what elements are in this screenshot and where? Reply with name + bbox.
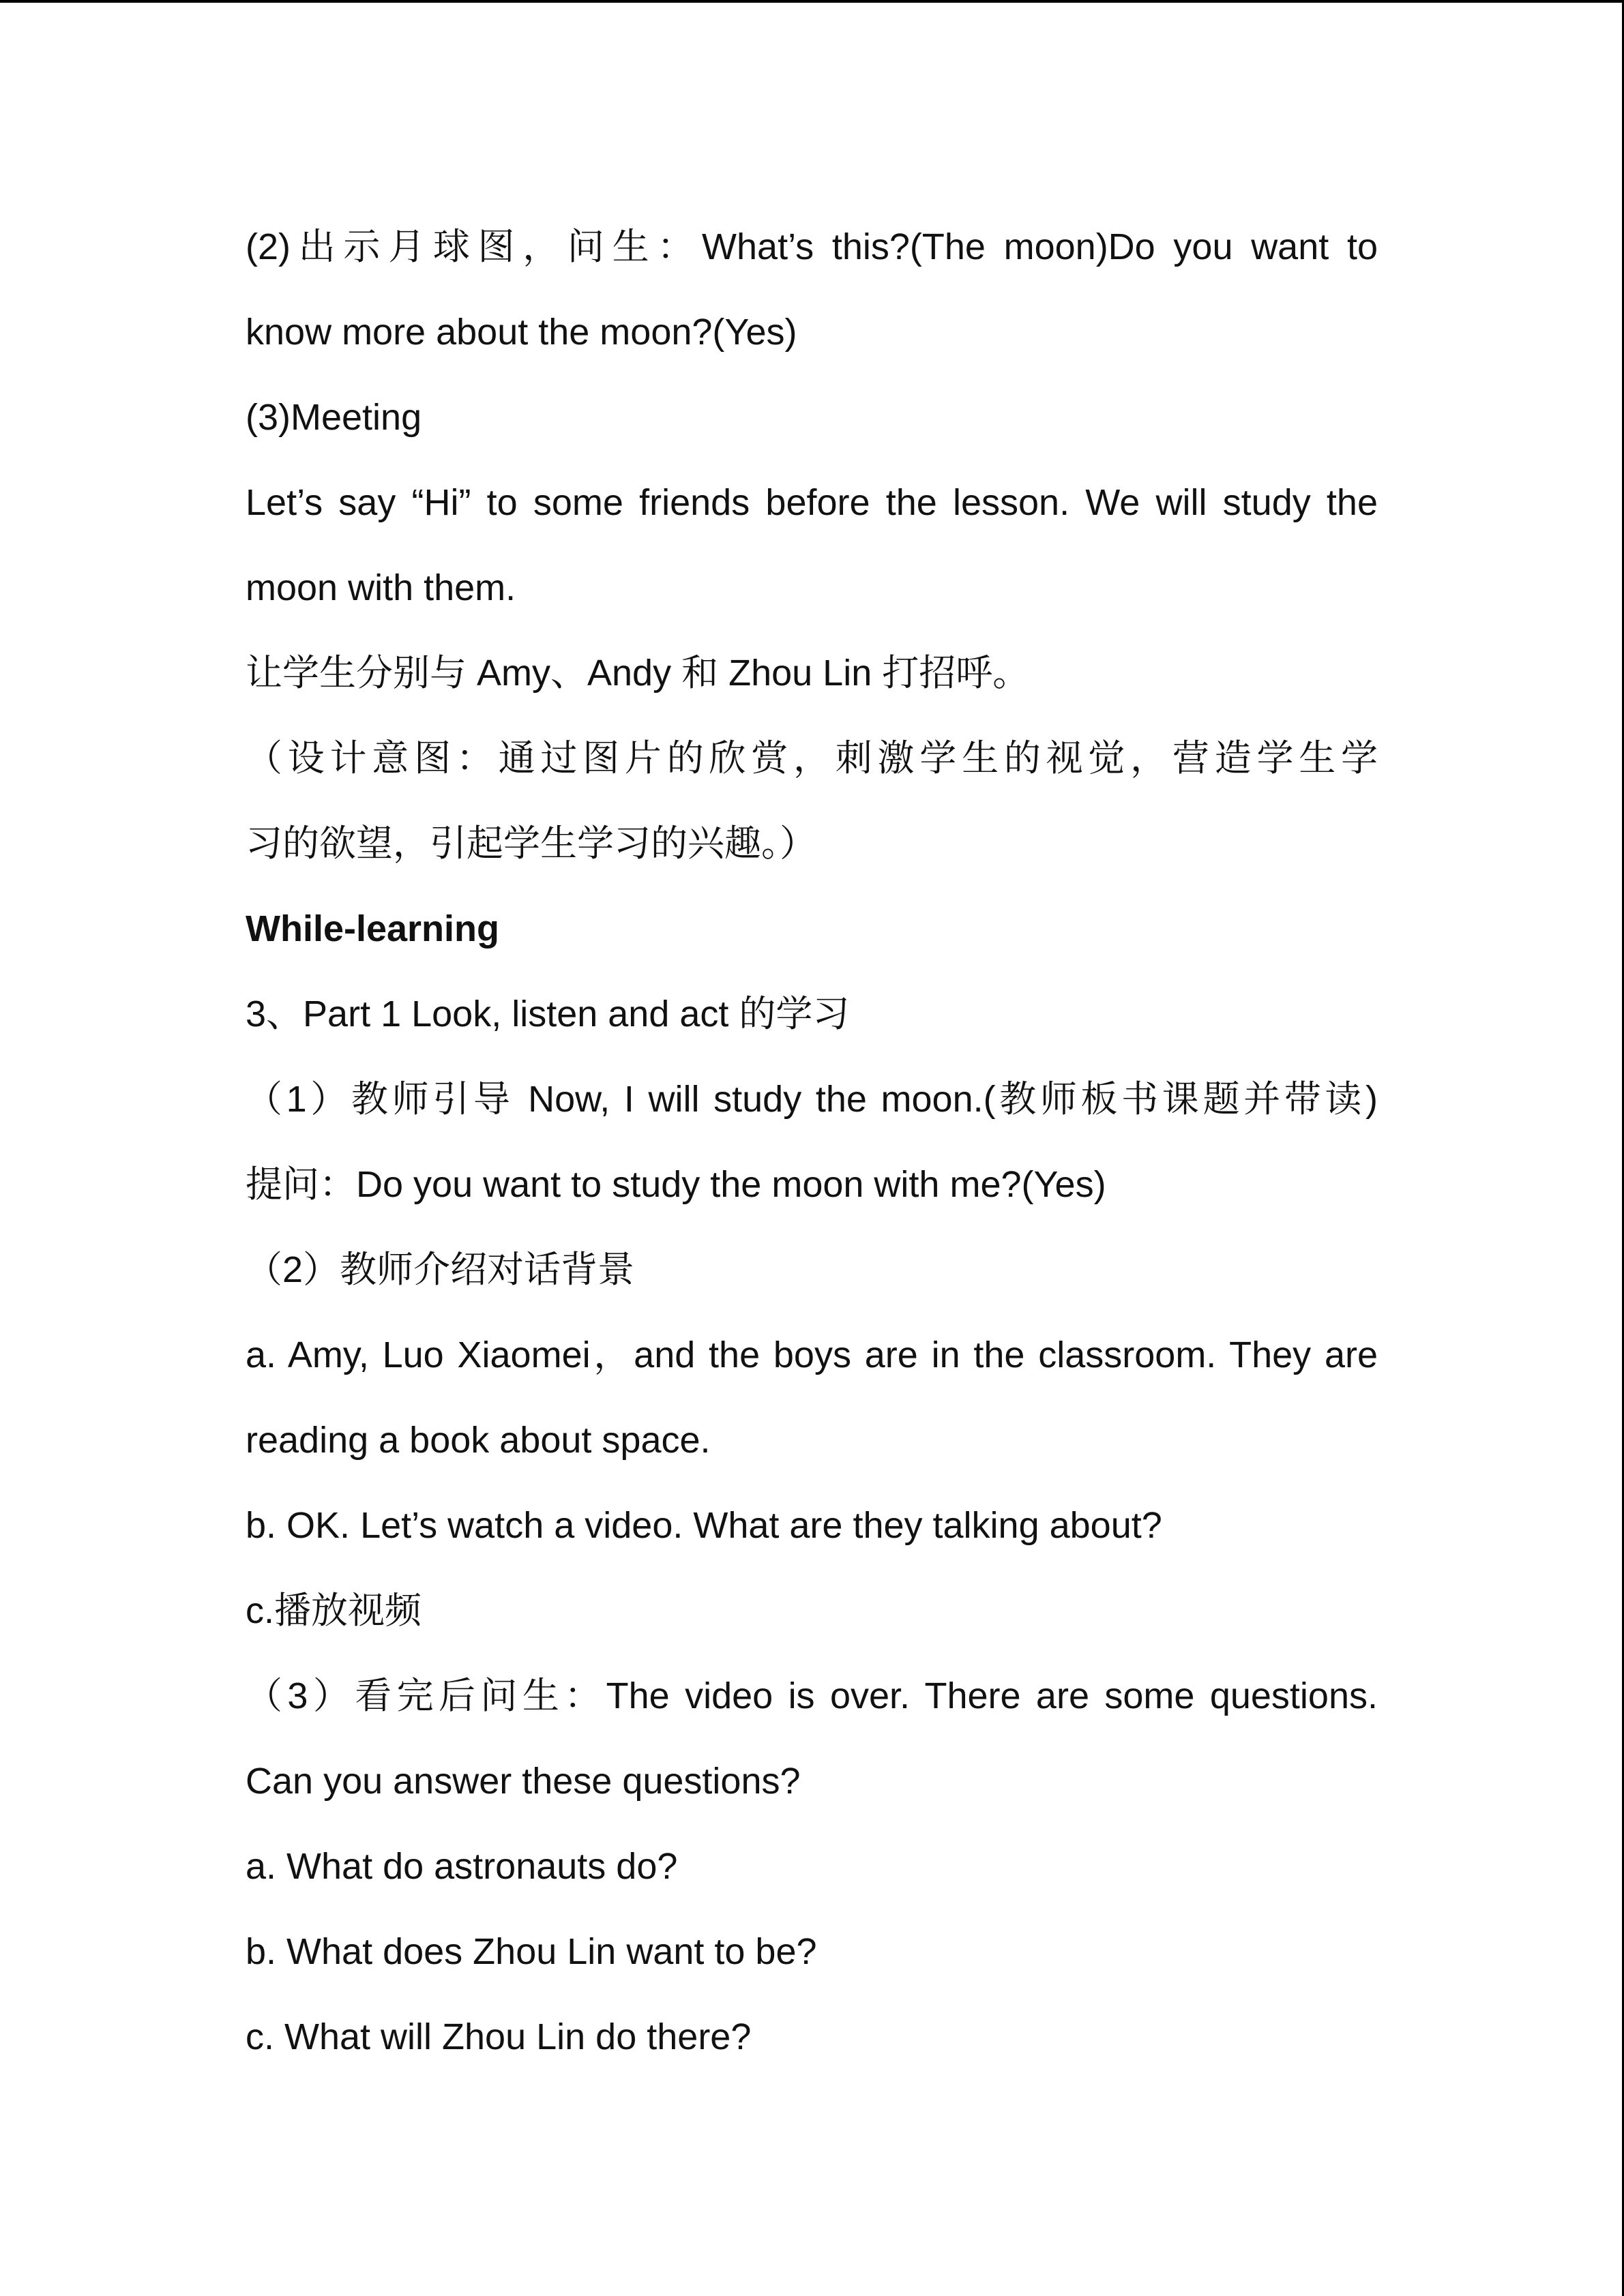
text-line: c.播放视频: [246, 1590, 422, 1631]
text-line: 3、Part 1 Look, listen and act 的学习: [246, 994, 850, 1034]
text-line: (2)出示月球图，问生：What’s this?(The moon)Do you want to: [246, 226, 1378, 267]
text-line: Let’s say “Hi” to some friends before the lesson. We will study the: [246, 482, 1378, 523]
text-line: 让学生分别与 Amy、Andy 和 Zhou Lin 打招呼。: [246, 653, 1030, 694]
text-line: b. What does Zhou Lin want to be?: [246, 1931, 817, 1972]
text-line: (3)Meeting: [246, 397, 422, 438]
page-top-border: [0, 0, 1624, 3]
text-line: 习的欲望，引起学生学习的兴趣。）: [246, 823, 816, 864]
text-line: know more about the moon?(Yes): [246, 312, 797, 353]
text-line: a. What do astronauts do?: [246, 1846, 678, 1887]
document-body: [246, 205, 1378, 2080]
text-line: （设计意图：通过图片的欣赏，刺激学生的视觉，营造学生学: [246, 738, 1378, 779]
text-line: 提问：Do you want to study the moon with me?(Yes): [246, 1164, 1106, 1205]
text-line: （3）看完后问生：The video is over. There are some questions.: [246, 1675, 1378, 1716]
text-line: （2）教师介绍对话背景: [246, 1249, 635, 1290]
text-line: reading a book about space.: [246, 1420, 711, 1461]
text-line: b. OK. Let’s watch a video. What are they talking about?: [246, 1505, 1162, 1546]
text-line: c. What will Zhou Lin do there?: [246, 2016, 752, 2057]
text-line: a. Amy, Luo Xiaomei，and the boys are in the classroom. They are: [246, 1335, 1378, 1375]
text-line: （1）教师引导 Now, I will study the moon.(教师板书课题并带读): [246, 1079, 1378, 1120]
text-line: moon with them.: [246, 567, 516, 608]
text-line: Can you answer these questions?: [246, 1761, 801, 1802]
section-heading: While-learning: [246, 908, 500, 949]
